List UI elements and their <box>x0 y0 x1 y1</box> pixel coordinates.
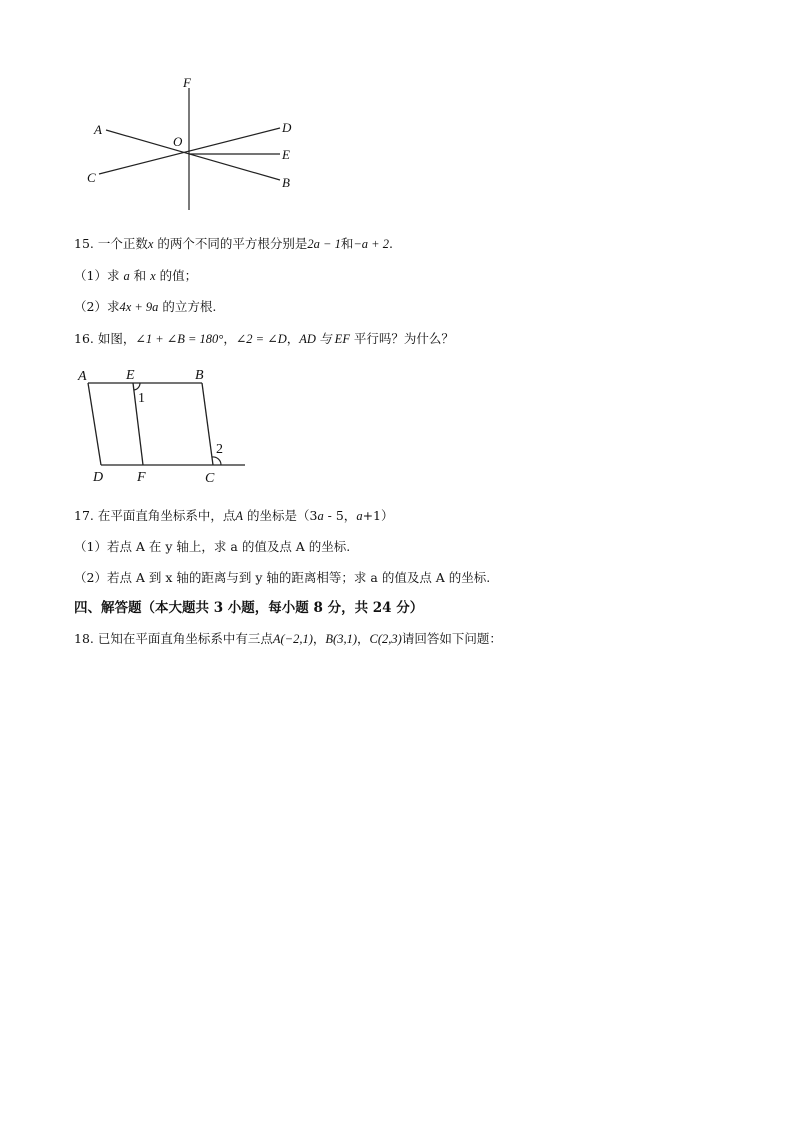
figure-parallelogram <box>75 362 255 487</box>
label-F: F <box>183 75 191 90</box>
label-A: A <box>78 369 87 384</box>
label-F: F <box>137 470 146 485</box>
figure-intersecting-lines <box>80 70 310 220</box>
segment-BC <box>202 383 213 465</box>
label-1: 1 <box>138 391 145 406</box>
label-E: E <box>126 368 135 383</box>
q17-part2: （2）若点 A 到 x 轴的距离与到 y 轴的距离相等；求 a 的值及点 A 的坐标. <box>74 570 491 585</box>
label-A: A <box>94 122 102 137</box>
q15-part2: （2）求4x + 9a 的立方根. <box>74 299 217 314</box>
label-C: C <box>205 471 215 486</box>
label-O: O <box>173 134 183 149</box>
label-E: E <box>282 147 290 162</box>
q15-part1: （1）求 a 和 x 的值； <box>74 268 198 283</box>
q15-stem: 15. 一个正数x 的两个不同的平方根分别是2a − 1和−a + 2. <box>74 236 393 251</box>
label-B: B <box>195 368 204 383</box>
section-heading: 四、解答题（本大题共 3 小题，每小题 8 分，共 24 分） <box>74 600 424 616</box>
label-C: C <box>87 170 96 185</box>
label-B: B <box>282 175 290 190</box>
angle-1-arc <box>134 383 140 390</box>
line-AB <box>106 130 280 180</box>
q18-stem: 18. 已知在平面直角坐标系中有三点A(−2,1)，B(3,1)，C(2,3)请回答如下问题： <box>74 631 502 646</box>
q16-stem: 16. 如图，∠1 + ∠B = 180°，∠2 = ∠D，AD 与 EF 平行吗？为什么？ <box>74 331 454 346</box>
label-D: D <box>93 470 104 485</box>
segment-AD <box>88 383 101 465</box>
q17-part1: （1）若点 A 在 y 轴上，求 a 的值及点 A 的坐标. <box>74 539 351 554</box>
label-D: D <box>282 120 292 135</box>
label-2: 2 <box>216 442 223 457</box>
q17-stem: 17. 在平面直角坐标系中，点A 的坐标是（3a - 5，a+1） <box>74 508 394 523</box>
